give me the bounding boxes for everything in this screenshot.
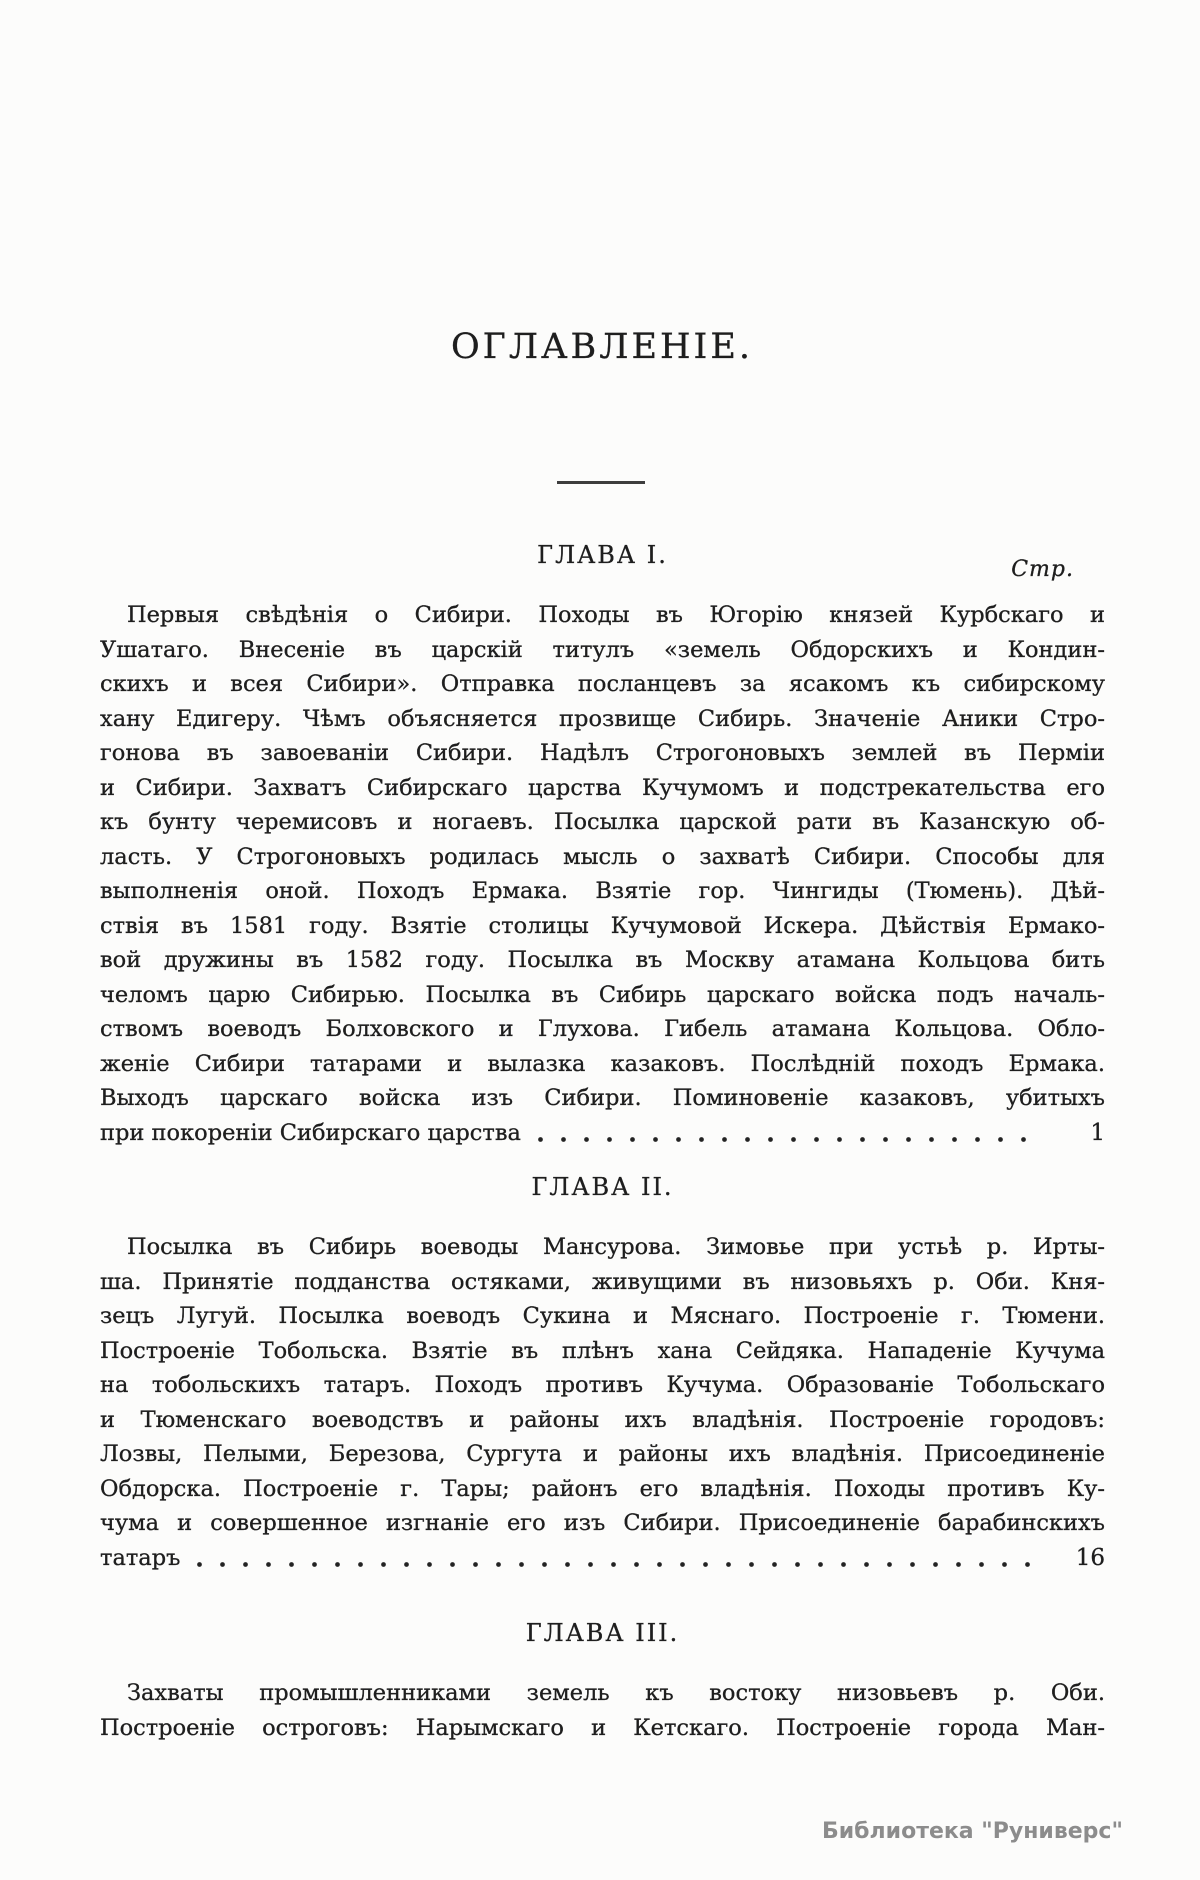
dot-leader	[537, 1136, 1041, 1143]
toc-line: ствомъ воеводъ Болховского и Глухова. Гибель атамана Кольцова. Обло-	[100, 1016, 1105, 1042]
toc-line: ствія въ 1581 году. Взятіе столицы Кучумовой Искера. Дѣйствія Ермако-	[100, 912, 1105, 939]
toc-line: выполненія оной. Походъ Ермака. Взятіе гор. Чингиды (Тюмень). Дѣй-	[100, 878, 1105, 904]
toc-line: Первыя свѣдѣнія о Сибири. Походы въ Югорію князей Курбскаго и	[127, 602, 1105, 628]
library-watermark: Библиотека "Руниверс"	[822, 1819, 1123, 1844]
page-number: 1	[1090, 1119, 1105, 1146]
toc-line: Захваты промышленниками земель къ востоку низовьевъ р. Оби.	[127, 1680, 1105, 1706]
toc-line: Посылка въ Сибирь воеводы Мансурова. Зимовье при устьѣ р. Ирты-	[127, 1234, 1105, 1260]
toc-leader-line	[100, 1541, 1105, 1576]
toc-line: вой дружины въ 1582 году. Посылка въ Москву атамана Кольцова бить	[100, 947, 1105, 973]
toc-line: Обдорска. Построеніе г. Тары; районъ его владѣнія. Походы противъ Ку-	[100, 1475, 1105, 1502]
chapter-heading: ГЛАВА I.	[537, 541, 668, 569]
toc-line: Ушатаго. Внесеніе въ царскій титулъ «земель Обдорскихъ и Кондин-	[100, 636, 1105, 663]
toc-line: ша. Принятіе подданства остяками, живущими въ низовьяхъ р. Оби. Кня-	[100, 1268, 1105, 1295]
leader-text: при покореніи Сибирскаго царства	[100, 1119, 521, 1146]
toc-line: чума и совершенное изгнаніе его изъ Сибири. Присоединеніе барабинскихъ	[100, 1510, 1105, 1536]
toc-line: на тобольскихъ татаръ. Походъ противъ Кучума. Образованіе Тобольскаго	[100, 1372, 1105, 1398]
toc-line: Лозвы, Пелыми, Березова, Сургута и районы ихъ владѣнія. Присоединеніе	[100, 1441, 1105, 1467]
chapter-paragraph	[100, 1676, 1105, 1745]
toc-leader-line	[100, 1116, 1105, 1151]
toc-line: хану Едигеру. Чѣмъ объясняется прозвище Сибирь. Значеніе Аники Стро-	[100, 705, 1105, 732]
toc-line: гонова въ завоеваніи Сибири. Надѣлъ Строгоновыхъ землей въ Перміи	[100, 740, 1105, 766]
chapter-heading: ГЛАВА II.	[531, 1173, 674, 1201]
leader-text: татаръ	[100, 1544, 181, 1571]
dot-leader	[196, 1561, 1041, 1568]
toc-line: и Сибири. Захватъ Сибирскаго царства Кучумомъ и подстрекательства его	[100, 774, 1105, 801]
toc-line: женіе Сибири татарами и вылазка казаковъ. Послѣдній походъ Ермака.	[100, 1050, 1105, 1077]
toc-line: скихъ и всея Сибири». Отправка посланцевъ за ясакомъ къ сибирскому	[100, 671, 1105, 697]
toc-line: Построеніе остроговъ: Нарымскаго и Кетскаго. Построеніе города Ман-	[100, 1714, 1105, 1741]
chapter-section-2	[100, 1172, 1105, 1575]
toc-line: зецъ Лугуй. Посылка воеводъ Сукина и Мяснаго. Построеніе г. Тюмени.	[100, 1303, 1105, 1329]
page-title: ОГЛАВЛЕНІЕ.	[450, 327, 754, 367]
toc-line: Построеніе Тобольска. Взятіе въ плѣнъ хана Сейдяка. Нападеніе Кучума	[100, 1337, 1105, 1364]
toc-line: ласть. У Строгоновыхъ родилась мысль о захватѣ Сибири. Способы для	[100, 843, 1105, 870]
toc-line: Выходъ царскаго войска изъ Сибири. Поминовеніе казаковъ, убитыхъ	[100, 1085, 1105, 1111]
toc-line: къ бунту черемисовъ и ногаевъ. Посылка царской рати въ Казанскую об-	[100, 809, 1105, 835]
chapter-paragraph	[100, 598, 1105, 1150]
page-column-label: Стр.	[1011, 557, 1074, 582]
page-number: 16	[1075, 1544, 1105, 1571]
chapter-section-1	[100, 540, 1105, 1150]
chapter-paragraph	[100, 1230, 1105, 1575]
chapter-section-3	[100, 1618, 1105, 1745]
title-divider-rule	[557, 481, 645, 484]
chapter-heading: ГЛАВА III.	[525, 1619, 680, 1647]
toc-line: и Тюменскаго воеводствъ и районы ихъ владѣнія. Построеніе городовъ:	[100, 1406, 1105, 1433]
toc-line: челомъ царю Сибирью. Посылка въ Сибирь царскаго войска подъ началь-	[100, 981, 1105, 1008]
